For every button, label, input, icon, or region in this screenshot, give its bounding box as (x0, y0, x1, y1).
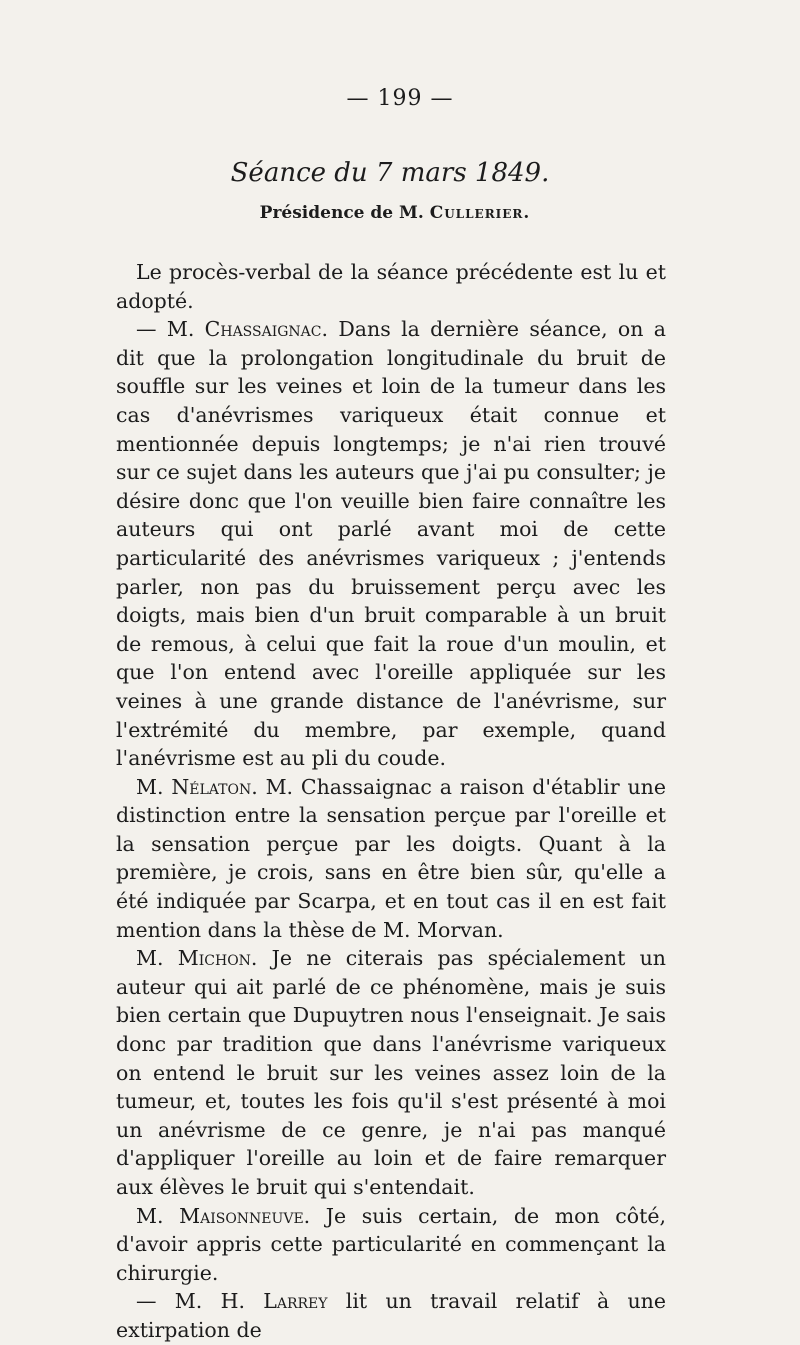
speaker-name: Chassaignac. (204, 317, 329, 342)
paragraph (116, 773, 666, 945)
session-title: Séance du 7 mars 1849. (230, 158, 550, 188)
speaker-name: Larrey (263, 1289, 328, 1314)
paragraph-text: Le procès-verbal de la séance précédente est lu et adopté. (116, 260, 666, 313)
paragraph (116, 944, 666, 1201)
presidency-line (0, 203, 790, 223)
speaker-name: Maisonneuve. (179, 1203, 311, 1228)
paragraph-text: Je suis certain, de mon côté, d'avoir appris cette particularité en commençant la chirurgie. (116, 1203, 666, 1285)
body-text (116, 258, 666, 1345)
paragraph (116, 258, 666, 315)
page-number: — 199 — (346, 86, 454, 111)
paragraph-lead: M. (136, 1203, 180, 1228)
paragraph (116, 315, 666, 773)
paragraph-lead: — M. H. (136, 1289, 264, 1314)
paragraph-lead: M. (136, 946, 178, 971)
presidency-prefix: Présidence de M. (259, 203, 430, 223)
paragraph (116, 1287, 666, 1344)
paragraph-text: Je ne citerais pas spécialement un auteur qui ait parlé de ce phénomène, mais je suis bien certain que Dupuytren nous l'enseignait. Je sais donc par tradition que dans l'anévrisme variqueux on entend le bruit sur les veines assez loin de la tumeur, et, toutes les fois qu'il s'est présenté à moi un anévrisme de ce genre, je n'ai pas manqué d'appliquer l'oreille au loin et de faire remarquer aux élèves le bruit qui s'entendait. (116, 946, 667, 1199)
paragraph-lead: — M. (136, 317, 205, 342)
paragraph-text: M. Chassaignac a raison d'établir une distinction entre la sensation perçue par l'oreille et la sensation perçue par les doigts. Quant à la première, je crois, sans en être bien sûr, qu'elle a été indiquée par Scarpa, et en tout cas il en est fait mention dans la thèse de M. Morvan. (116, 774, 666, 942)
speaker-name: Michon. (177, 946, 258, 971)
paragraph (116, 1202, 666, 1288)
speaker-name: Nélaton. (171, 774, 258, 799)
president-name: Cullerier. (429, 203, 531, 223)
paragraph-text: lit un travail relatif à une extirpation de (116, 1289, 666, 1342)
paragraph-text: Dans la dernière séance, on a dit que la prolongation longitudinale du bruit de souffle sur les veines et loin de la tumeur dans les cas d'anévrismes variqueux était connue et mentionnée depuis longtemps; je n'ai rien trouvé sur ce sujet dans les auteurs que j'ai pu consulter; je désire donc que l'on veuille bien faire connaître les auteurs qui ont parlé avant moi de cette particularité des anévrismes variqueux ; j'entends parler, non pas du bruissement perçu avec les doigts, mais bien d'un bruit comparable à un bruit de remous, à celui que fait la roue d'un moulin, et que l'on entend avec l'oreille appliquée sur les veines à une grande distance de l'anévrisme, sur l'extrémité du membre, par exemple, quand l'anévrisme est au pli du coude. (116, 317, 667, 771)
paragraph-lead: M. (136, 774, 172, 799)
